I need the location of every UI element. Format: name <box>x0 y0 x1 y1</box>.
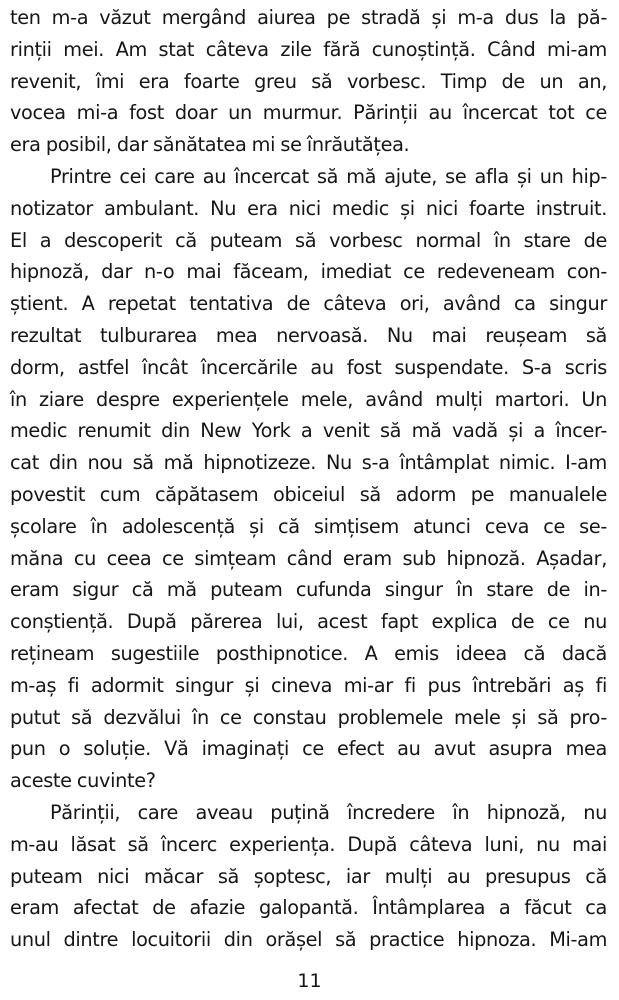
text-line: dorm, astfel încât încercările au fost suspendate. S-a scris <box>10 355 607 379</box>
text-line: putut să dezvălui în ce constau problemele mele și să pro- <box>10 705 607 729</box>
text-line: El a descoperit că puteam să vorbesc normal în stare de <box>10 228 607 252</box>
text-line: măna cu ceea ce simțeam când eram sub hipnoză. Așadar, <box>10 546 607 570</box>
text-line: cat din nou să mă hipnotizeze. Nu s-a întâmplat nimic. I-am <box>10 451 607 475</box>
paragraph-3 <box>10 797 607 956</box>
text-line: m-au lăsat să încerc experiența. După câteva luni, nu mai <box>10 832 607 856</box>
text-line: m-aș fi adormit singur și cineva mi-ar fi pus întrebări aș fi <box>10 673 607 697</box>
text-line: rețineam sugestiile posthipnotice. A emis ideea că dacă <box>10 641 607 665</box>
text-line: revenit, îmi era foarte greu să vorbesc. Timp de un an, <box>10 69 607 93</box>
text-line: hipnoză, dar n-o mai făceam, imediat ce redeveneam con- <box>10 260 607 284</box>
text-line: vocea mi-a fost doar un murmur. Părinții au încercat tot ce <box>10 101 607 125</box>
text-line: notizator ambulant. Nu era nici medic și nici foarte instruit. <box>10 196 607 220</box>
text-line: în ziare despre experiențele mele, având mulți martori. Un <box>10 387 607 411</box>
text-line: unul dintre locuitorii din orășel să practice hipnoza. Mi-am <box>10 928 607 952</box>
text-line: rezultat tulburarea mea nervoasă. Nu mai reușeam să <box>10 323 607 347</box>
text-line: conștiență. După părerea lui, acest fapt explica de ce nu <box>10 610 607 634</box>
text-line: era posibil, dar sănătatea mi se înrăutățea. <box>10 133 410 157</box>
page-number: 11 <box>297 970 322 992</box>
text-line: ten m-a văzut mergând aiurea pe stradă și m-a dus la pă- <box>10 6 607 29</box>
text-line: medic renumit din New York a venit să mă vadă și a încer- <box>10 419 607 443</box>
paragraph-2 <box>10 161 607 797</box>
paragraph-1 <box>10 2 607 161</box>
document-page <box>10 2 607 956</box>
text-line: Printre cei care au încercat să mă ajute, se afla și un hip- <box>50 164 607 188</box>
text-line: rinții mei. Am stat câteva zile fără cunoștință. Când mi-am <box>10 37 607 61</box>
text-line: școlare în adolescență și că simțisem atunci ceva ce se- <box>10 514 607 538</box>
text-line: aceste cuvinte? <box>10 769 156 793</box>
text-line: puteam nici măcar să șoptesc, iar mulți au presupus că <box>10 864 607 888</box>
text-line: pun o soluție. Vă imaginați ce efect au avut asupra mea <box>10 737 607 761</box>
text-line: eram afectat de afazie galopantă. Întâmplarea a făcut ca <box>10 896 607 920</box>
text-line: știent. A repetat tentativa de câteva ori, având ca singur <box>10 292 607 316</box>
text-line: povestit cum căpătasem obiceiul să adorm pe manualele <box>10 482 607 506</box>
text-line: eram sigur că mă puteam cufunda singur în stare de in- <box>10 578 607 602</box>
text-line: Părinții, care aveau puțină încredere în hipnoză, nu <box>50 800 607 824</box>
